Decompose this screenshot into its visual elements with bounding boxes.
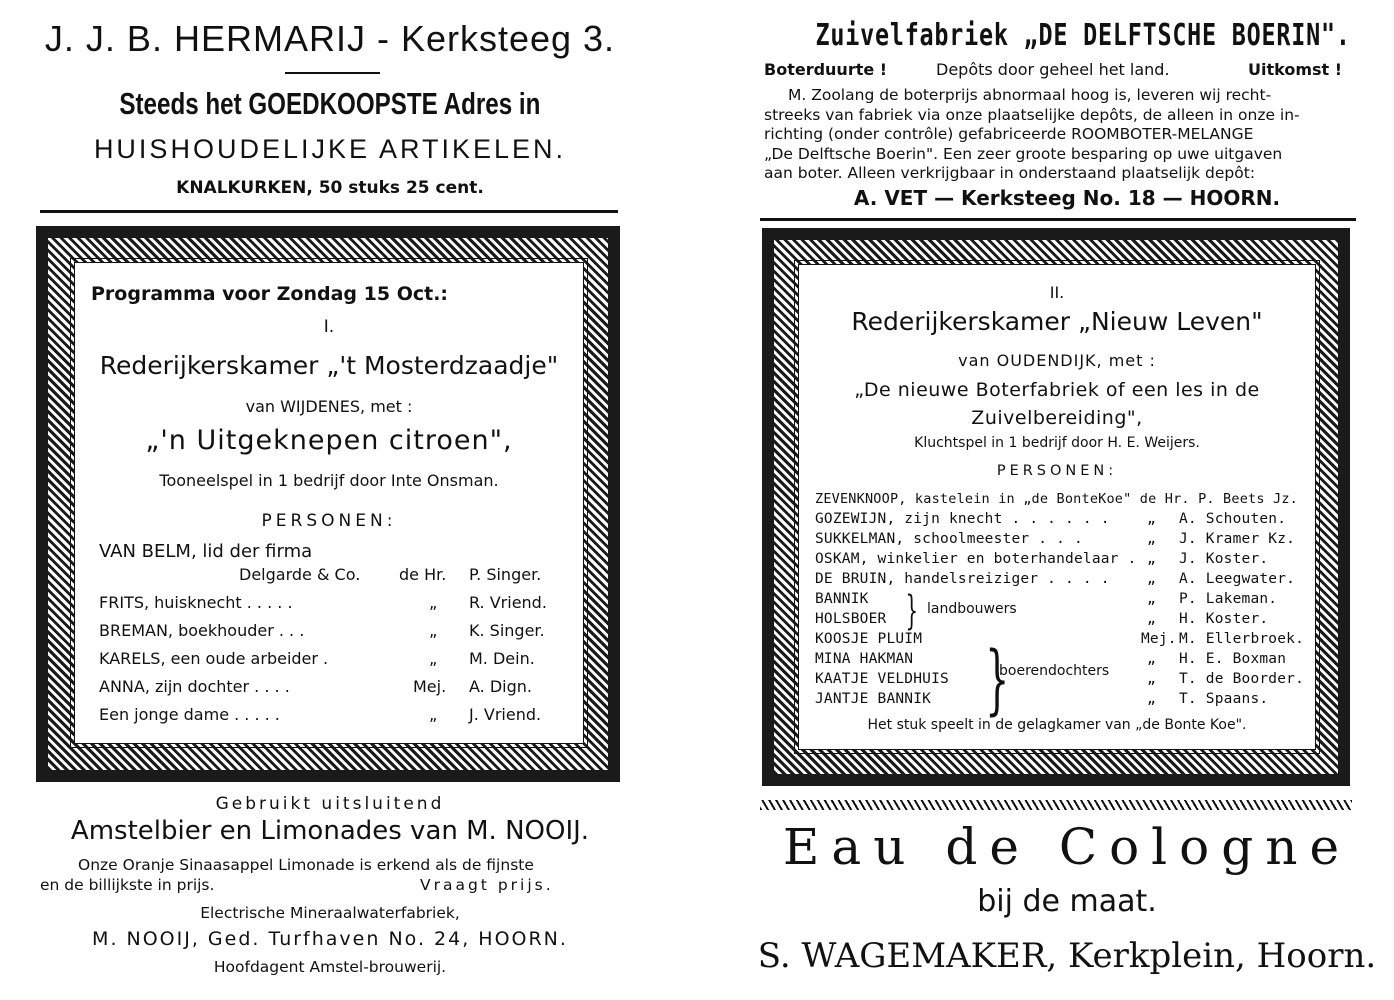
cast-row [99, 621, 569, 647]
cast-ditto: de Hr. [399, 565, 447, 584]
nooij-agent: Hoofdagent Amstel-brouwerij. [213, 958, 447, 976]
cast-role: KARELS, een oude arbeider . [99, 649, 329, 668]
cast-actor: J. Vriend. [469, 705, 542, 724]
boerin-body-line: richting (onder contrôle) gefabriceerde ROOMBOTER-MELANGE [764, 125, 1254, 143]
hermarij-bottom-rule [40, 210, 618, 213]
cast-actor: R. Vriend. [469, 593, 547, 612]
nooij-line2b: Vraagt prijs. [420, 876, 554, 894]
short-rule [285, 72, 380, 74]
hermarij-offer: KNALKURKEN, 50 stuks 25 cent. [176, 178, 484, 198]
boerin-body-line: streeks van fabriek via onze plaatselijke depôts, de alleen in onze in- [764, 105, 1300, 124]
cast-role: GOZEWIJN, zijn knecht . . . . . . [815, 511, 1110, 527]
right-page [740, 0, 1394, 1000]
boerin-bottom-rule [760, 218, 1356, 221]
programme-panel-left [74, 262, 584, 744]
cast-row [815, 631, 1307, 651]
cast-row [99, 677, 569, 703]
cast-role: Een jonge dame . . . . . [99, 705, 280, 724]
cast-ditto: „ [1147, 611, 1156, 627]
boerin-body-line: aan boter. Alleen verkrijgbaar in onderstaand plaatselijk depôt: [764, 164, 1256, 182]
cast-actor: A. Schouten. [1179, 511, 1287, 527]
cast-ditto: „ [1147, 691, 1156, 707]
cast-role: BANNIK [815, 591, 869, 607]
cast-row [815, 691, 1307, 711]
cast-role: ZEVENKNOOP, kastelein in „de BonteKoe" de Hr. P. Beets Jz. [815, 491, 1299, 507]
cast-actor: P. Singer. [469, 565, 542, 584]
society-from: van OUDENDIJK, met : [958, 351, 1156, 370]
cast-ditto: „ [1147, 511, 1156, 527]
programme-heading: Programma voor Zondag 15 Oct.: [91, 283, 449, 305]
cast-actor: T. Spaans. [1179, 691, 1269, 707]
cast-actor: J. Koster. [1179, 551, 1269, 567]
nooij-address: M. NOOIJ, Ged. Turfhaven No. 24, HOORN. [92, 928, 568, 950]
cast-role: OSKAM, winkelier en boterhandelaar . [815, 551, 1137, 567]
cast-ditto: „ [429, 621, 438, 640]
nooij-factory: Electrische Mineraalwaterfabriek, [200, 904, 460, 922]
play-title-line2: Zuivelbereiding", [971, 407, 1143, 429]
cast-ditto: Mej. [413, 677, 447, 696]
boerin-mid-tag: Depôts door geheel het land. [936, 60, 1170, 79]
personen-label: PERSONEN: [261, 511, 397, 531]
cast-role: BREMAN, boekhouder . . . [99, 621, 305, 640]
cast-ditto: „ [1147, 551, 1156, 567]
group-daughters: boerendochters [999, 663, 1110, 679]
brace-farmers: } [905, 588, 919, 634]
cast-row [815, 551, 1307, 571]
brace-daughters: } [985, 634, 1010, 723]
society-from: van WIJDENES, met : [245, 397, 413, 416]
nooij-headline: Amstelbier en Limonades van M. NOOIJ. [70, 816, 590, 846]
cast-role: SUKKELMAN, schoolmeester . . . [815, 531, 1083, 547]
nooij-intro: Gebruikt uitsluitend [215, 794, 445, 814]
cast-list [815, 491, 1307, 723]
boerin-body-line: M. Zoolang de boterprijs abnormaal hoog is, leveren wij recht- [788, 86, 1272, 104]
cast-row [815, 491, 1307, 511]
cast-actor: M. Ellerbroek. [1179, 631, 1305, 647]
hermarij-title: J. J. B. HERMARIJ - Kerksteeg 3. [44, 18, 616, 59]
cast-ditto: „ [1147, 531, 1156, 547]
cast-row [815, 591, 1307, 611]
cast-role: VAN BELM, lid der firma [99, 541, 313, 562]
group-farmers: landbouwers [927, 601, 1017, 617]
cast-role: HOLSBOER [815, 611, 887, 627]
cast-actor: T. de Boorder. [1179, 671, 1305, 687]
programme-number: I. [323, 317, 335, 337]
cast-role: JANTJE BANNIK [815, 691, 932, 707]
hatched-divider [760, 800, 1352, 810]
cast-ditto: „ [429, 649, 438, 668]
cast-ditto: „ [429, 705, 438, 724]
programme-number: II. [1049, 283, 1065, 302]
boerin-depot: A. VET — Kerksteeg No. 18 — HOORN. [853, 186, 1281, 210]
hermarij-tagline: Steeds het GOEDKOOPSTE Adres in [119, 86, 541, 121]
nooij-line2a: en de billijkste in prijs. [40, 876, 215, 894]
cast-list [99, 541, 569, 731]
nooij-line1: Onze Oranje Sinaasappel Limonade is erkend als de fijnste [78, 856, 534, 874]
cast-actor: M. Dein. [469, 649, 535, 668]
cast-actor: H. E. Boxman [1179, 651, 1287, 667]
cast-row [815, 531, 1307, 551]
play-title-line1: „De nieuwe Boterfabriek of een les in de [854, 379, 1260, 401]
cast-ditto: „ [1147, 571, 1156, 587]
cologne-subline: bij de maat. [977, 884, 1157, 919]
cast-ditto: „ [1147, 671, 1156, 687]
cast-role: DE BRUIN, handelsreiziger . . . . [815, 571, 1110, 587]
cast-actor: J. Kramer Kz. [1179, 531, 1296, 547]
cast-ditto: „ [1147, 591, 1156, 607]
cast-row [99, 541, 569, 567]
personen-label: PERSONEN: [996, 463, 1118, 479]
boerin-body-line: „De Delftsche Boerin". Een zeer groote besparing op uwe uitgaven [764, 144, 1283, 163]
cast-row [99, 649, 569, 675]
boerin-right-tag: Uitkomst ! [1248, 60, 1343, 79]
cast-actor: P. Lakeman. [1179, 591, 1278, 607]
cast-row [815, 571, 1307, 591]
cast-row [99, 705, 569, 731]
left-page [0, 0, 660, 1000]
cast-row [99, 593, 569, 619]
boerin-title: Zuivelfabriek „DE DELFTSCHE BOERIN". [815, 18, 1351, 53]
cast-row [815, 511, 1307, 531]
cast-ditto: „ [429, 593, 438, 612]
cast-actor: A. Dign. [469, 677, 532, 696]
cast-role: ANNA, zijn dochter . . . . [99, 677, 290, 696]
cast-role: Delgarde & Co. [239, 565, 361, 584]
cast-role: KOOSJE PLUIM [815, 631, 923, 647]
cast-ditto: Mej. [1141, 631, 1177, 647]
hermarij-category: HUISHOUDELIJKE ARTIKELEN. [93, 134, 567, 164]
cast-row [815, 611, 1307, 631]
programme-panel-right [798, 264, 1316, 750]
cast-role: MINA HAKMAN [815, 651, 914, 667]
cast-row [99, 565, 569, 591]
cologne-headline: Eau de Cologne [782, 818, 1352, 876]
play-info: Kluchtspel in 1 bedrijf door H. E. Weijers. [914, 435, 1200, 451]
play-setting: Het stuk speelt in de gelagkamer van „de Bonte Koe". [867, 717, 1247, 733]
cast-role: FRITS, huisknecht . . . . . [99, 593, 293, 612]
cast-actor: A. Leegwater. [1179, 571, 1296, 587]
cast-role: KAATJE VELDHUIS [815, 671, 949, 687]
society-name: Rederijkerskamer „'t Mosterdzaadje" [99, 351, 559, 380]
cast-actor: K. Singer. [469, 621, 545, 640]
play-title: „'n Uitgeknepen citroen", [145, 425, 513, 456]
boerin-body [764, 86, 1364, 184]
cast-actor: H. Koster. [1179, 611, 1269, 627]
boerin-left-tag: Boterduurte ! [764, 60, 888, 79]
society-name: Rederijkerskamer „Nieuw Leven" [851, 307, 1263, 336]
wagemaker-address: S. WAGEMAKER, Kerkplein, Hoorn. [757, 936, 1377, 976]
play-info: Tooneelspel in 1 bedrijf door Inte Onsman. [159, 471, 499, 490]
cast-ditto: „ [1147, 651, 1156, 667]
